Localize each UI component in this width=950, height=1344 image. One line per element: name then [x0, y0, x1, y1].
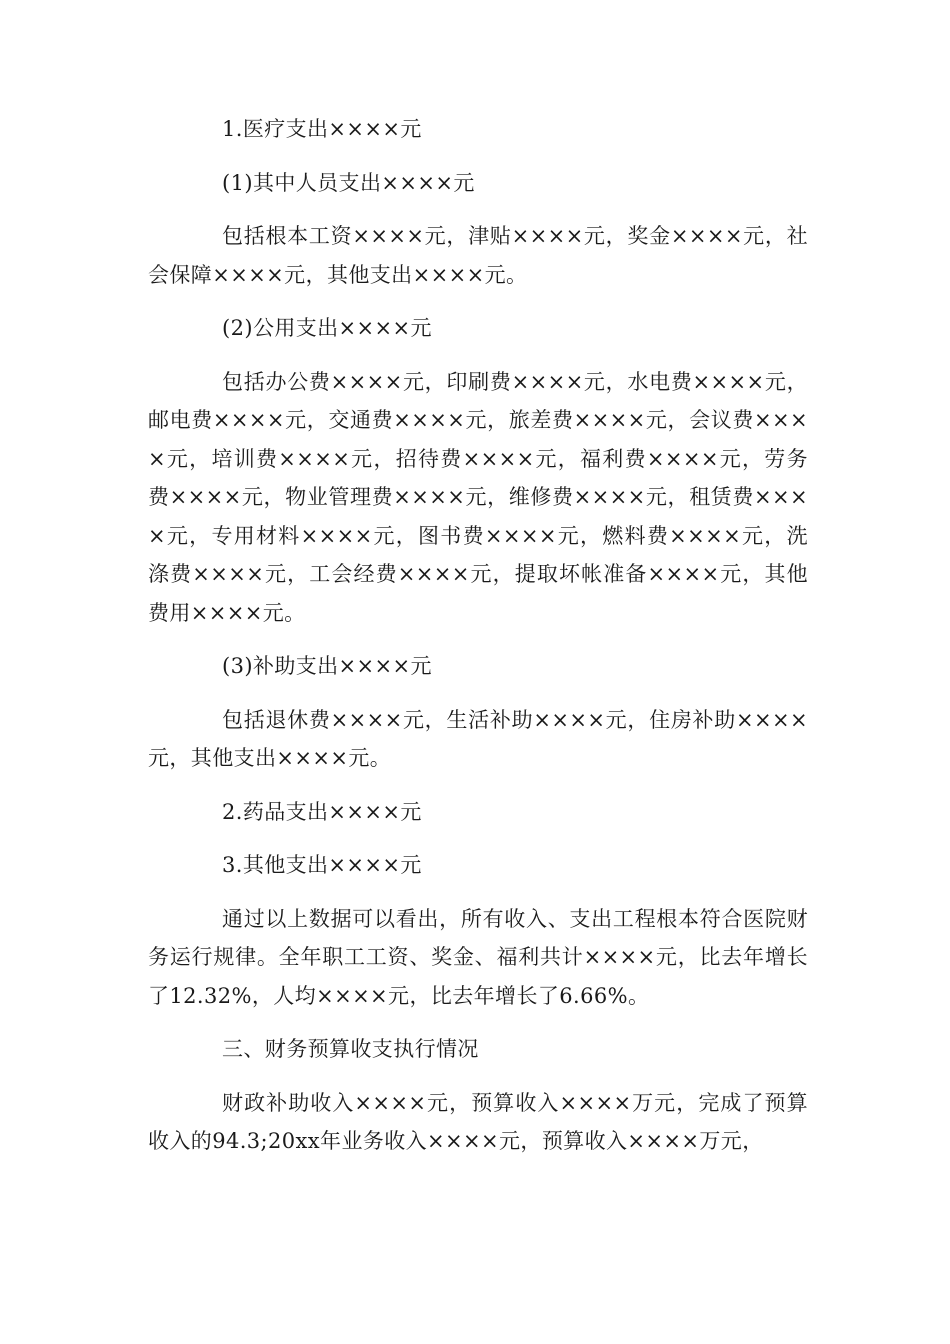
public-expense-detail: 包括办公费××××元，印刷费××××元，水电费××××元，邮电费××××元，交通费××××元，旅差费××××元，会议费××××元，培训费××××元，招待费××××元，福利费××××元，劳务费××××元，物业管理费××××元，维修费××××元，租赁费××××元，专用材料××××元，图书费××××元，燃料费××××元，洗涤费××××元，工会经费××××元，提取坏帐准备××××元，其他费用××××元。	[148, 369, 808, 625]
subsection-personnel-expense: (1)其中人员支出××××元	[222, 170, 475, 195]
section-drug-expense: 2.药品支出××××元	[222, 799, 422, 824]
summary-paragraph: 通过以上数据可以看出，所有收入、支出工程根本符合医院财务运行规律。全年职工工资、奖金、福利共计××××元，比去年增长了12.32%，人均××××元，比去年增长了6.66%。	[148, 906, 808, 1008]
document-body	[148, 110, 808, 1176]
subsection-subsidy-expense: (3)补助支出××××元	[222, 654, 432, 678]
subsection-public-expense: (2)公用支出××××元	[222, 316, 432, 340]
section-other-expense: 3.其他支出××××元	[222, 853, 422, 877]
section-medical-expense: 1.医疗支出××××元	[222, 117, 422, 141]
section-budget-execution: 三、财务预算收支执行情况	[222, 1037, 479, 1061]
budget-execution-detail: 财政补助收入××××元，预算收入××××万元，完成了预算收入的94.3;20xx年业务收入××××元，预算收入××××万元，	[148, 1090, 808, 1153]
subsidy-expense-detail: 包括退休费××××元，生活补助××××元，住房补助××××元，其他支出××××元。	[148, 707, 808, 770]
personnel-expense-detail: 包括根本工资××××元，津贴××××元，奖金××××元，社会保障××××元，其他支出××××元。	[148, 224, 808, 287]
